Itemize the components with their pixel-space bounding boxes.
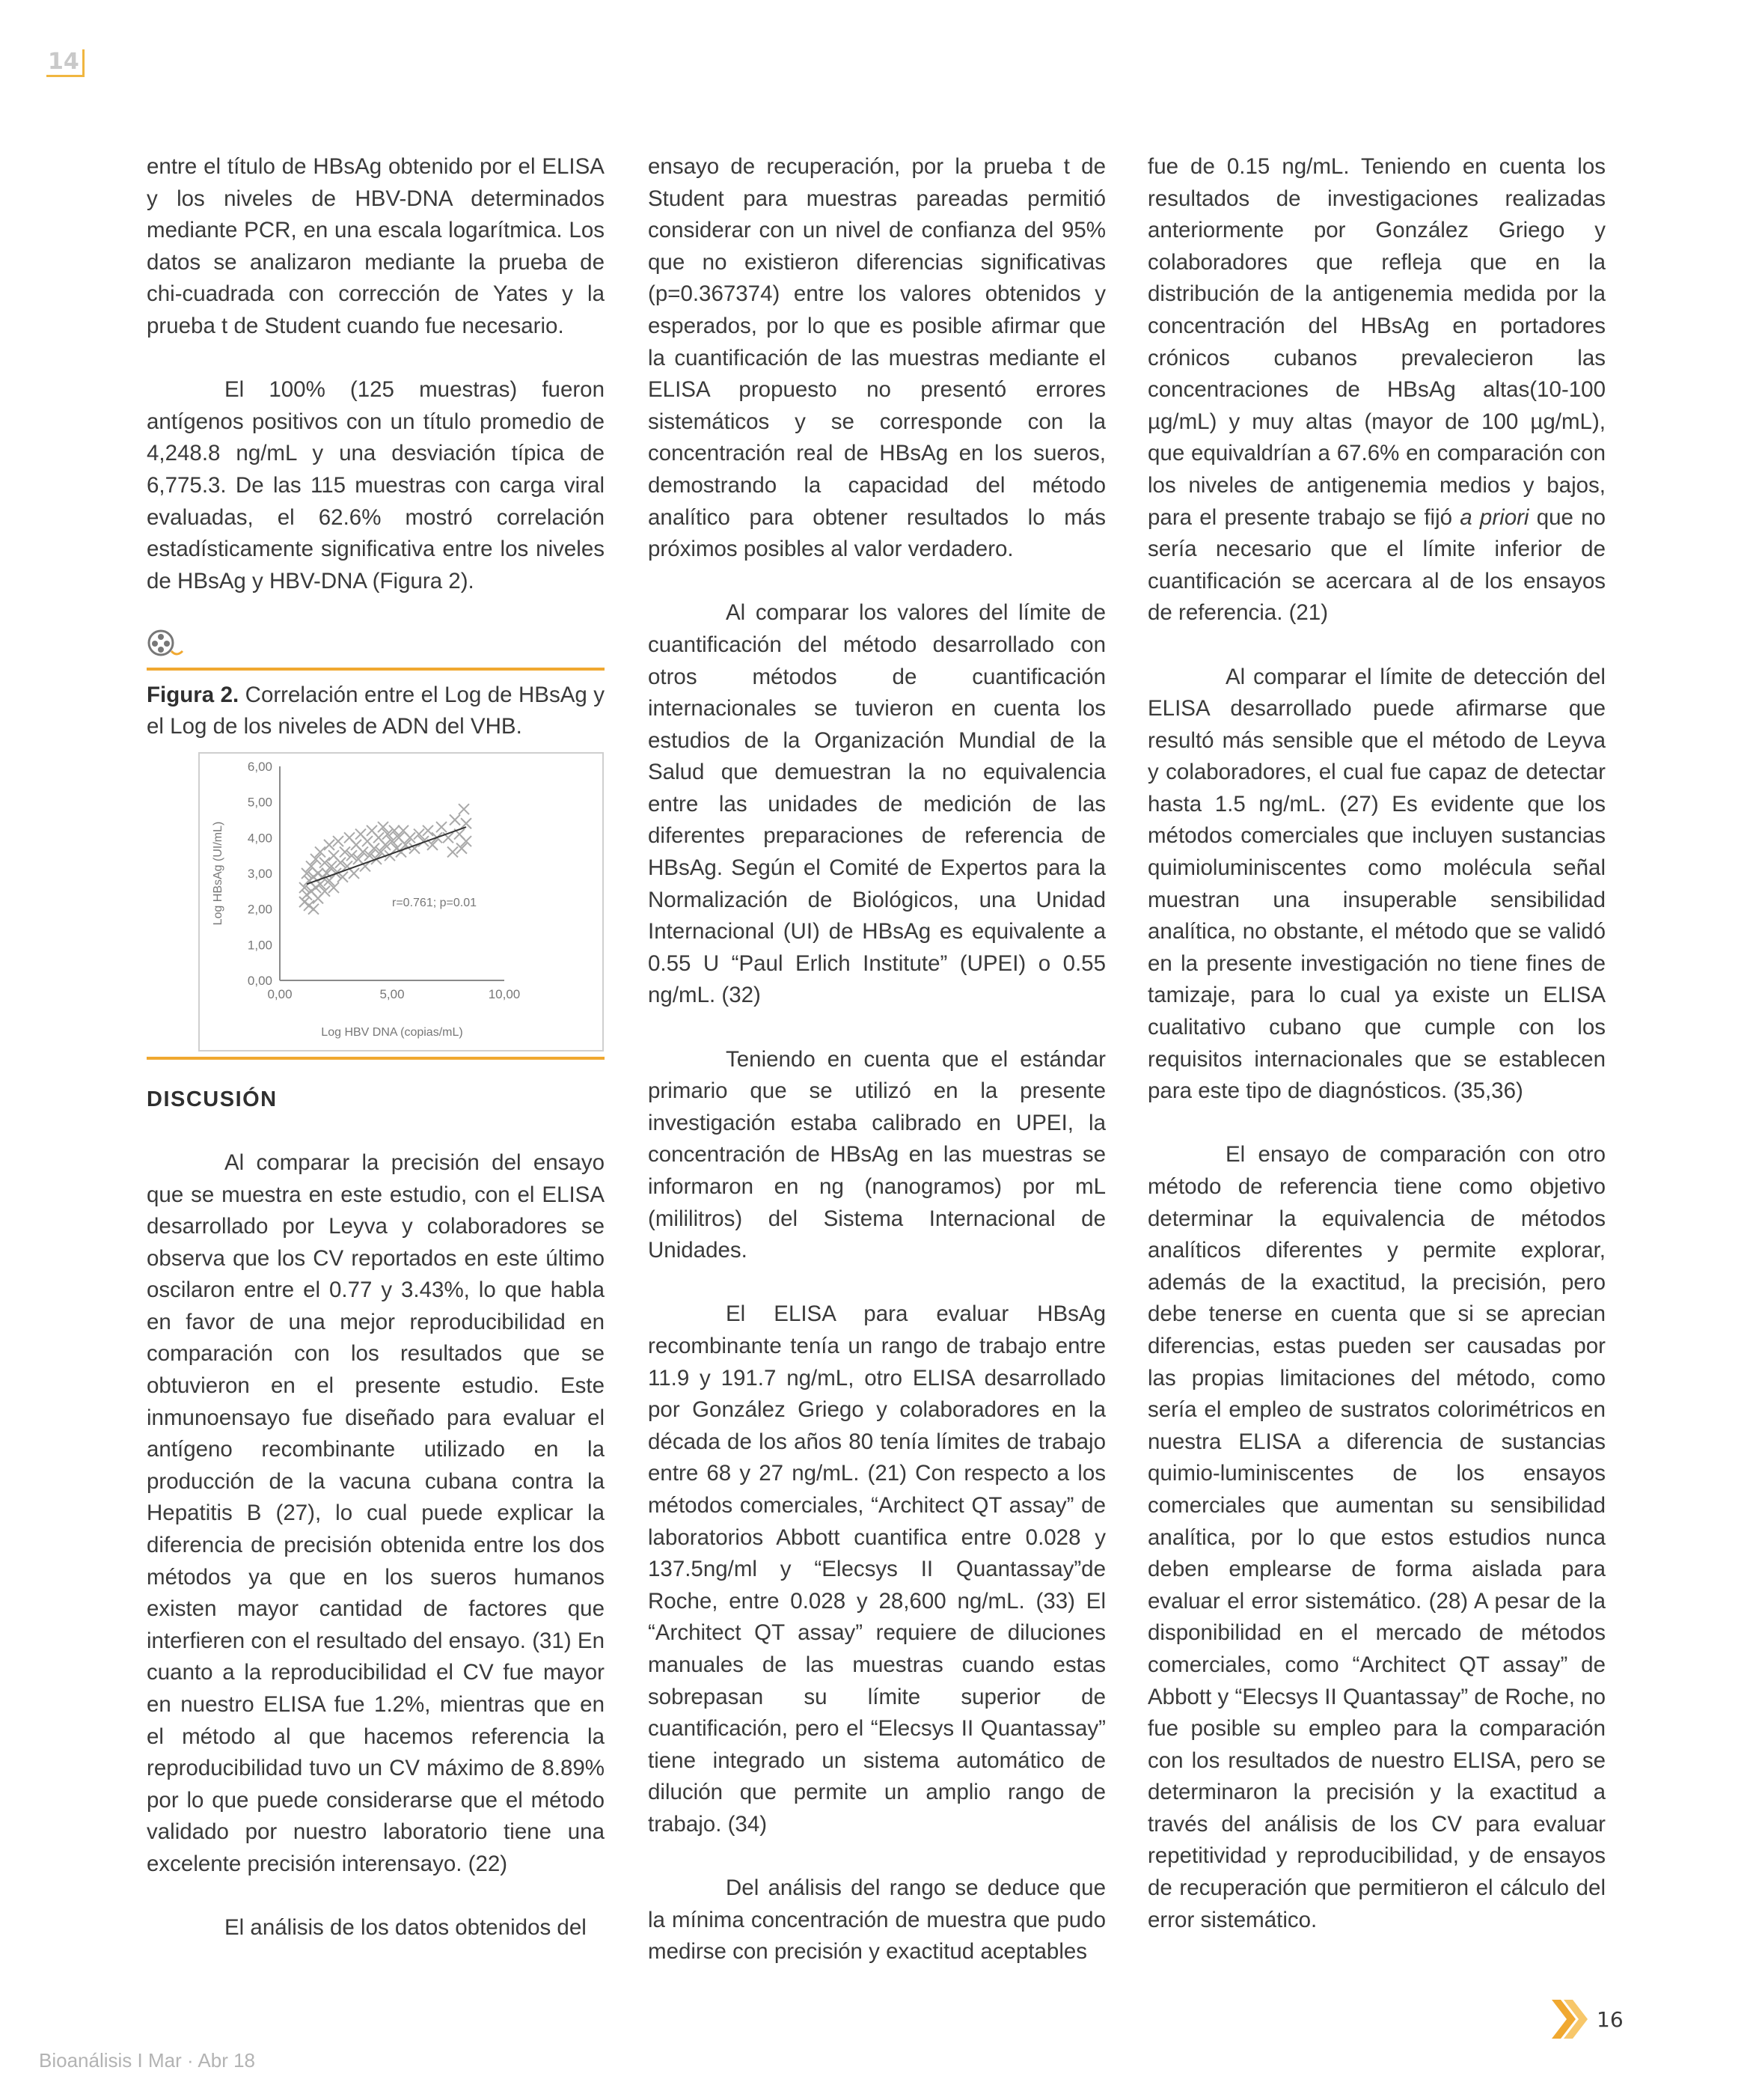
figure-caption [147, 680, 605, 742]
figure-icon-block [147, 629, 605, 659]
double-chevron-icon [1550, 1998, 1588, 2040]
paragraph: Teniendo en cuenta que el estándar primario que se utilizó en la presente investigación estaba calibrado en UPEI, la concentración de HBsAg en las muestras se informaron en ng (nanogramos) por mL (mililitros) del Sistema Internacional de Unidades. [648, 1046, 1106, 1263]
footer-journal: Bioanálisis I Mar · Abr 18 [39, 2049, 256, 2072]
data-point [333, 836, 343, 846]
y-tick-label: 5,00 [247, 795, 272, 810]
column-middle [648, 151, 1106, 1968]
film-reel-icon [147, 629, 187, 659]
section-title: DISCUSIÓN [147, 1087, 278, 1112]
footer-page-marker [1550, 1998, 1624, 2040]
y-tick-label: 1,00 [247, 938, 272, 953]
y-tick-label: 6,00 [247, 760, 272, 775]
paragraph: El análisis de los datos obtenidos del [224, 1915, 587, 1941]
y-tick-label: 3,00 [247, 867, 272, 882]
x-axis-title: Log HBV DNA (copias/mL) [321, 1026, 463, 1040]
figure-label: Figura 2. [147, 683, 239, 708]
data-point [324, 840, 334, 850]
data-point [349, 868, 359, 879]
top-page-number: 14 [46, 49, 85, 77]
data-point [436, 822, 447, 832]
x-tick-label: 0,00 [267, 987, 293, 1002]
paragraph: El ensayo de comparación con otro método de referencia tiene como objetivo determinar la equivalencia de métodos analíticos diferentes y permite explorar, además de la exactitud, la precisión, pero debe tenerse en cuenta que si se aprecian diferencias, estas pueden ser causadas por las propias limitaciones del método, como sería el empleo de sustratos colorimétricos en nuestra ELISA a diferencia de sustancias quimio-luminiscentes de los ensayos comerciales que aumentan su sensibilidad analítica, por lo que estos estudios nunca deben emplearse de forma aislada para evaluar el error sistemático. (28) A pesar de la disponibilidad en el mercado de métodos comerciales, como “Architect QT assay” de Abbott y “Elecsys II Quantassay” de Roche, no fue posible su empleo para la comparación con los resultados de nuestro ELISA, pero se determinaron la precisión y la exactitud a través del análisis de los CV para evaluar repetitividad y reproducibilidad, y de ensayos de recuperación que permitieron el cálculo del error sistemático. [1148, 1142, 1606, 1932]
paragraph: El 100% (125 muestras) fueron antígenos positivos con un título promedio de 4,248.8 ng/mL y una desviación típica de 6,775.3. De las 115 muestras con carga viral evaluadas, el 62.6% mostró correlación estadísticamente significativa entre los niveles de HBsAg y HBV-DNA (Figura 2). [147, 377, 605, 593]
data-point [447, 847, 458, 858]
paragraph: ensayo de recuperación, por la prueba t de Student para muestras pareadas permitió considerar con un nivel de confianza del 95% que no existieron diferencias significativas (p=0.367374) entre los valores obtenidos y esperados, por lo que es posible afirmar que la cuantificación de las muestras mediante el ELISA propuesto no presentó errores sistemáticos y se corresponde con la concentración real de HBsAg en los sueros, demostrando la capacidad del método analítico para obtener resultados lo más próximos posibles al valor verdadero. [648, 154, 1106, 562]
x-tick-label: 5,00 [379, 987, 405, 1002]
column-left [147, 151, 605, 1944]
y-tick-label: 0,00 [247, 974, 272, 989]
column-right [1148, 151, 1606, 1936]
paragraph-text: fue de 0.15 ng/mL. Teniendo en cuenta los resultados de investigaciones realizadas anteriormente por González Griego y colaboradores que refleja que en la distribución de la antigenemia medida por la concentración del HBsAg en portadores crónicos cubanos prevalecieron las concentraciones de HBsAg altas(10-100 µg/mL) y muy altas (mayor de 100 µg/mL), que equivaldrían a 67.6% en comparación con los niveles de antigenemia medios y bajos, para el presente trabajo se fijó [1148, 154, 1606, 530]
figure-caption-text: Correlación entre el Log de HBsAg y el Log de los niveles de ADN del VHB. [147, 683, 605, 739]
emphasis-text: a priori [1460, 504, 1529, 530]
paragraph: El ELISA para evaluar HBsAg recombinante tenía un rango de trabajo entre 11.9 y 191.7 ng/mL, otro ELISA desarrollado por González Griego y colaboradores en la década de los años 80 tenía límites de trabajo entre 68 y 27 ng/mL. (21) Con respecto a los métodos comerciales, “Architect QT assay” de laboratorios Abbott cuantifica entre 0.028 y 137.5ng/ml y “Elecsys II Quantassay”de Roche, entre 0.028 y 28,600 ng/mL. (33) El “Architect QT assay” requiere de diluciones manuales de las muestras cuando estas sobrepasan su límite superior de cuantificación, pero el “Elecsys II Quantassay” tiene integrado un sistema automático de dilución que permite un amplio rango de trabajo. (34) [648, 1301, 1106, 1837]
data-point [450, 815, 460, 825]
paragraph: Del análisis del rango se deduce que la mínima concentración de muestra que pudo medirse con precisión y exactitud aceptables [648, 1875, 1106, 1965]
x-tick-label: 10,00 [488, 987, 521, 1002]
figure-bottom-rule [147, 1057, 605, 1060]
data-point [423, 825, 433, 836]
paragraph: Al comparar los valores del límite de cuantificación del método desarrollado con otros métodos de cuantificación internacionales se tuvieron en cuenta los estudios de la Organización Mundial de la Salud que demuestran la no equivalencia entre las unidades de medición de las diferentes preparaciones de referencia de HBsAg. Según el Comité de Expertos para la Normalización de Biológicos, una Unidad Internacional (UI) de HBsAg es equivalente a 0.55 U “Paul Erlich Institute” (UPEI) o 0.55 ng/mL. (32) [648, 600, 1106, 1008]
paragraph: Al comparar el límite de detección del ELISA desarrollado puede afirmarse que resultó más sensible que el método de Leyva y colaboradores, el cual fue capaz de detectar hasta 1.5 ng/mL. (27) Es evidente que los métodos comerciales que incluyen sustancias quimioluminiscentes como molécula señal muestran una insuperable sensibilidad analítica, no obstante, el método que se validó en la presente investigación no tiene fines de tamizaje, para lo cual ya existe un ELISA cualitativo cubano que cumple con los requisitos internacionales que se establecen para este tipo de diagnósticos. (35,36) [1148, 664, 1606, 1104]
data-point [459, 805, 469, 815]
y-tick-label: 2,00 [247, 902, 272, 917]
chart-annotation: r=0.761; p=0.01 [392, 897, 477, 910]
paragraph: Al comparar la precisión del ensayo que se muestra en este estudio, con el ELISA desarrollado por Leyva y colaboradores se observa que los CV reportados en este último oscilaron entre el 0.77 y 3.43%, lo que habla en favor de una mejor reproducibilidad en comparación con los resultados que se obtuvieron en el presente estudio. Este inmunoensayo fue diseñado para evaluar el antígeno recombinante utilizado en la producción de la vacuna cubana contra la Hepatitis B (27), lo cual puede explicar la diferencia de precisión obtenida entre los dos métodos ya que en los sueros humanos existen mayor cantidad de factores que interfieren con el resultado del ensayo. (31) En cuanto a la reproducibilidad el CV fue mayor en nuestro ELISA fue 1.2%, mientras que en el método al que hacemos referencia la reproducibilidad tuvo un CV máximo de 8.89% por lo que puede considerarse que el método validado por nuestro laboratorio tiene una excelente precisión interensayo. (22) [147, 1150, 605, 1876]
y-axis-title: Log HBsAg (UI/mL) [212, 821, 224, 926]
figure-chart [147, 751, 605, 1052]
page-number: 16 [1597, 2006, 1624, 2032]
data-point [308, 904, 319, 915]
scatter-chart [147, 751, 605, 1052]
paragraph: entre el título de HBsAg obtenido por el ELISA y los niveles de HBV-DNA determinados mediante PCR, en una escala logarítmica. Los datos se analizaron mediante la prueba de chi-cuadrada con corrección de Yates y la prueba t de Student cuando fue necesario. [147, 154, 605, 338]
y-tick-label: 4,00 [247, 831, 272, 846]
figure-top-rule [147, 668, 605, 671]
paragraph [1148, 151, 1606, 629]
paragraph-text: que no sería necesario que el límite inferior de cuantificación se acercara al de los ensayos de referencia. (21) [1148, 504, 1606, 626]
